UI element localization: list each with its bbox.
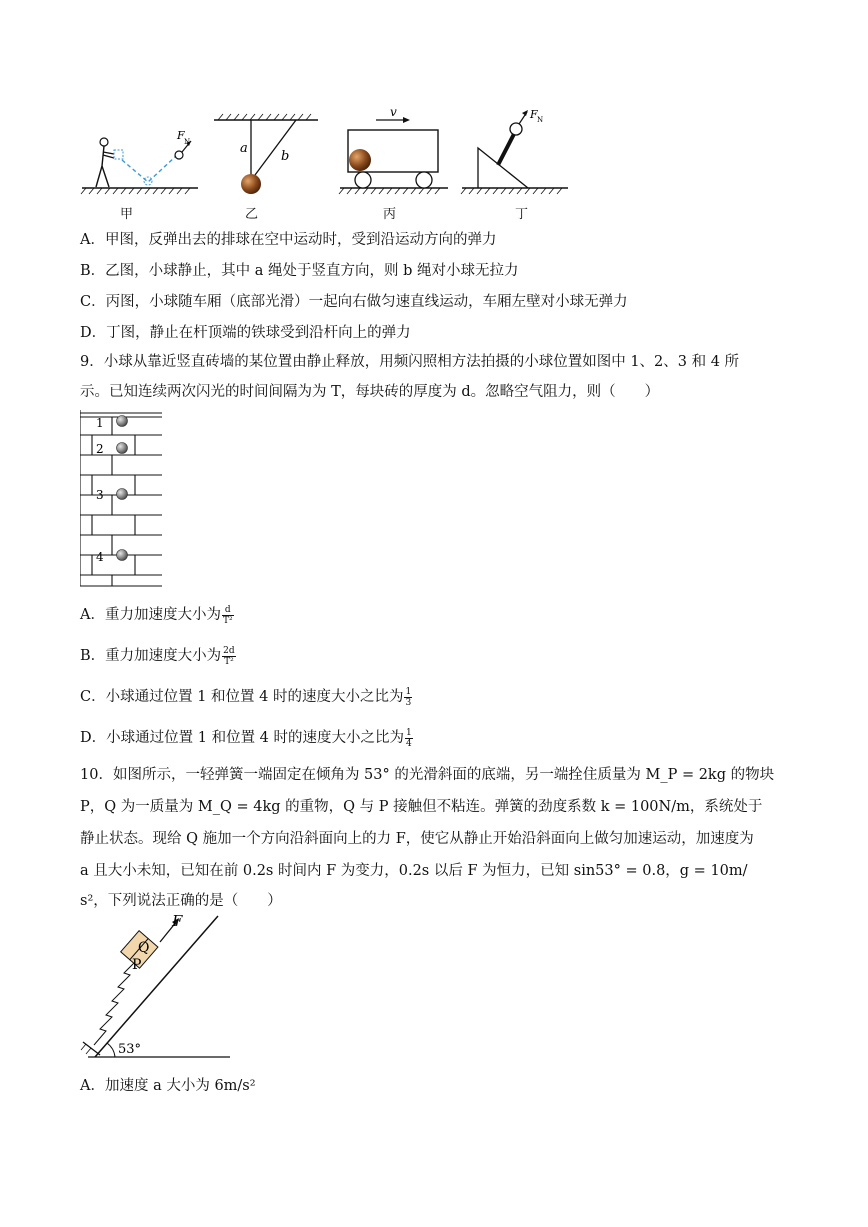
caption-bing: 丙 [383, 207, 397, 222]
q10-stem-2: P，Q 为一质量为 M_Q = 4kg 的重物，Q 与 P 接触但不粘连。弹簧的劲度系数 k = 100N/m，系统处于 [80, 799, 763, 815]
incline-figure [80, 912, 240, 1062]
q8-option-b: B．乙图，小球静止，其中 a 绳处于竖直方向，则 b 绳对小球无拉力 [80, 263, 519, 279]
caption-ding: 丁 [515, 207, 529, 222]
q10-option-a: A．加速度 a 大小为 6m/s² [80, 1078, 256, 1094]
label-position-3: 3 [96, 488, 104, 502]
q9-option-d: D．小球通过位置 1 和位置 4 时的速度大小之比为 $\frac{1}{4}$ [80, 727, 412, 749]
q8-figures [78, 108, 578, 203]
q9-option-c: C．小球通过位置 1 和位置 4 时的速度大小之比为 $\frac{1}{3}$ [80, 686, 412, 708]
fn-sub-2: N [537, 116, 544, 124]
figure-yi [214, 114, 318, 194]
label-position-1: 1 [96, 416, 104, 430]
fn-label-1: F [177, 129, 185, 142]
rope-a-label: a [240, 141, 248, 156]
caption-jia: 甲 [120, 207, 134, 222]
q10-stem-5: s²，下列说法正确的是（ ） [80, 893, 282, 909]
brick-wall-figure [80, 410, 165, 588]
rope-b-label: b [281, 149, 290, 164]
q8-option-c: C．丙图，小球随车厢（底部光滑）一起向右做匀速直线运动，车厢左壁对小球无弹力 [80, 294, 628, 310]
q-label: Q [138, 940, 150, 956]
velocity-label: v [390, 108, 397, 119]
q9-stem-1: 9．小球从靠近竖直砖墙的某位置由静止释放，用频闪照相方法拍摄的小球位置如图中 1、2、3 和 4 所 [80, 354, 740, 370]
label-position-4: 4 [96, 550, 104, 564]
q10-stem-3: 静止状态。现给 Q 施加一个方向沿斜面向上的力 F，使它从静止开始沿斜面向上做匀加速运动，加速度为 [80, 831, 754, 847]
ball-position-3 [117, 489, 128, 500]
angle-label: 53° [118, 1042, 142, 1057]
ball-position-2 [117, 443, 128, 454]
q9-option-a: A．重力加速度大小为 $\frac{d}{\text{T²}}$ [80, 604, 233, 626]
q9-stem-2: 示。已知连续两次闪光的时间间隔为为 T，每块砖的厚度为 d。忽略空气阻力，则（ ） [80, 384, 660, 400]
force-label: F [172, 912, 183, 930]
fn-sub-1: N [184, 138, 191, 146]
p-label: P [132, 957, 142, 973]
fn-label-2: F [530, 108, 538, 121]
q10-stem-4: a 且大小未知，已知在前 0.2s 时间内 F 为变力，0.2s 以后 F 为恒力，已知 sin53° = 0.8，g = 10m/ [80, 863, 748, 879]
figure-ding [461, 108, 568, 194]
ball-position-4 [117, 550, 128, 561]
label-position-2: 2 [96, 442, 104, 456]
q9-option-b: B．重力加速度大小为 $\frac{2d}{\text{T²}}$ [80, 645, 235, 667]
figure-jia [81, 129, 198, 194]
q10-stem-1: 10．如图所示，一轻弹簧一端固定在倾角为 53° 的光滑斜面的底端，另一端拴住质量为 M_P = 2kg 的物块 [80, 767, 775, 783]
q8-option-d: D．丁图，静止在杆顶端的铁球受到沿杆向上的弹力 [80, 325, 411, 341]
figure-bing [339, 108, 448, 194]
ball-position-1 [117, 416, 128, 427]
caption-yi: 乙 [245, 207, 259, 222]
q8-option-a: A．甲图，反弹出去的排球在空中运动时，受到沿运动方向的弹力 [80, 232, 497, 248]
